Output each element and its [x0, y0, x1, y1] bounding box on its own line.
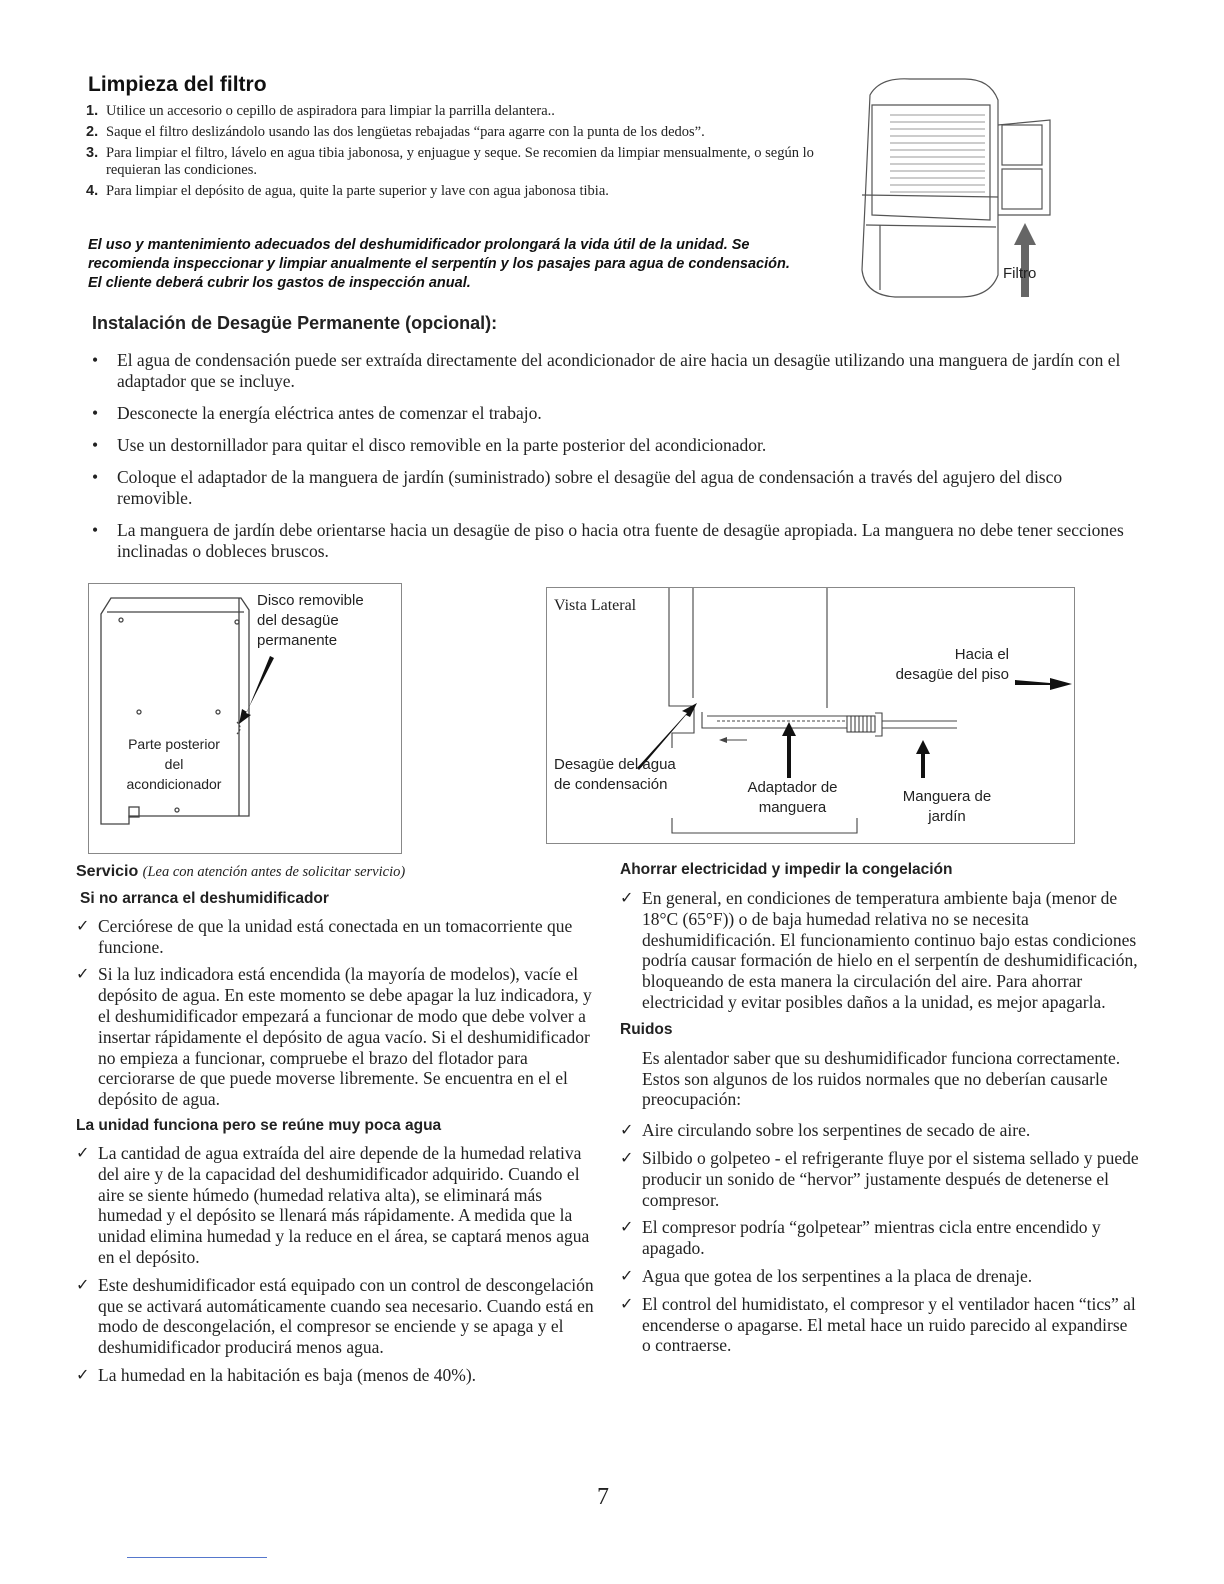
back-label — [115, 734, 233, 794]
check-item-text: Aire circulando sobre los serpentines de secado de aire. — [642, 1120, 1031, 1141]
check-item-text: La humedad en la habitación es baja (menos de 40%). — [98, 1364, 477, 1385]
drain-bullet: • La manguera de jardín debe orientarse hacia un desagüe de piso o hacia otra fuente de desagüe apropiada. La manguera no debe tener secciones inclinadas o dobleces bruscos. — [92, 520, 1132, 562]
footer-rule — [127, 1557, 267, 1558]
check-item — [620, 1266, 1140, 1287]
back-label-line: Parte posterior — [128, 736, 220, 752]
service-column — [76, 860, 596, 1393]
adapter-line: manguera — [758, 799, 827, 816]
filter-label: Filtro — [1003, 265, 1037, 282]
hose-line: jardín — [928, 808, 966, 825]
right-column — [620, 860, 1140, 1363]
filter-step — [86, 183, 846, 200]
side-view-title: Vista Lateral — [554, 597, 637, 614]
check-item — [76, 1275, 596, 1358]
to-drain-line: Hacia el — [954, 646, 1009, 663]
check-icon: ✓ — [620, 1147, 634, 1167]
check-item — [76, 1143, 596, 1268]
note-line: El uso y mantenimiento adecuados del deshumidificador prolongará la vida útil de la unidad. Se — [88, 237, 750, 253]
back-panel-figure — [88, 583, 402, 854]
check-icon: ✓ — [620, 1217, 634, 1237]
garden-hose-label — [887, 787, 1007, 827]
check-icon: ✓ — [76, 964, 90, 984]
side-view-figure — [546, 587, 1075, 844]
check-item-text: Si la luz indicadora está encendida (la mayoría de modelos), vacíe el depósito de agua. En este momento se debe apagar la luz indicadora, y el deshumidificador empezará a funcionar de modo que debe volver a insertar rápidamente el depósito de agua vacío. Si el deshumidificador no empieza a funcionar, compruebe el brazo del flotador para cerciorarse de que puede moverse libremente. Se encuentra en el el depósito de agua. — [98, 964, 592, 1110]
drain-bullet: • Use un destornillador para quitar el disco removible en la parte posterior del acondicionador. — [92, 435, 1132, 456]
check-item-text: El compresor podría “golpetear” mientras cicla entre encendido y apagado. — [642, 1217, 1101, 1259]
noise-intro: Es alentador saber que su deshumidificador funciona correctamente. Estos son algunos de los ruidos normales que no deberían causarle preocupación: — [642, 1047, 1121, 1110]
check-item-text: Este deshumidificador está equipado con un control de descongelación que se activará automáticamente cuando sea necesario. Cuando está en modo de descongelación, el compresor se enciende y se apaga y el deshumidificador producirá menos agua. — [98, 1274, 594, 1358]
step-number: 2. — [86, 124, 99, 140]
check-icon: ✓ — [620, 1265, 634, 1285]
check-icon: ✓ — [76, 1142, 90, 1162]
drain-section-title: Instalación de Desagüe Permanente (opcional): — [92, 313, 498, 333]
no-start-title: Si no arranca el deshumidificador — [80, 889, 329, 907]
filter-section-title: Limpieza del filtro — [88, 73, 267, 96]
check-icon: ✓ — [76, 1364, 90, 1384]
disc-label-line: permanente — [257, 632, 338, 649]
step-text: Saque el filtro deslizándolo usando las dos lengüetas rebajadas “para agarre con la punta de los dedos”. — [106, 124, 705, 140]
check-icon: ✓ — [620, 888, 634, 907]
check-item — [620, 888, 1140, 1013]
step-text: Para limpiar el filtro, lávelo en agua tibia jabonosa, y enjuague y seque. Se recomien da limpiar mensualmente, o según lo requieran las condiciones. — [106, 145, 814, 178]
drain-bullet: • Desconecte la energía eléctrica antes de comenzar el trabajo. — [92, 403, 1132, 424]
back-label-line: del — [164, 756, 184, 772]
little-water-title: La unidad funciona pero se reúne muy poca agua — [76, 1116, 442, 1134]
drain-instructions-list — [92, 350, 1132, 573]
step-text: Utilice un accesorio o cepillo de aspiradora para limpiar la parrilla delantera.. — [106, 103, 555, 119]
check-icon: ✓ — [620, 1293, 634, 1313]
page-number: 7 — [597, 1484, 609, 1510]
service-title: Servicio — [76, 863, 139, 880]
filter-step — [86, 145, 846, 179]
service-subtitle: (Lea con atención antes de solicitar servicio) — [142, 864, 406, 880]
back-label-line: acondicionador — [126, 776, 222, 792]
step-number: 1. — [86, 103, 99, 119]
step-number: 3. — [86, 145, 99, 161]
condensate-line: Desagüe del agua — [554, 756, 676, 773]
check-item-text: Agua que gotea de los serpentines a la placa de drenaje. — [642, 1265, 1033, 1286]
noise-title: Ruidos — [620, 1020, 673, 1038]
disc-label-line: del desagüe — [257, 612, 339, 629]
check-item — [76, 964, 596, 1110]
disc-label — [257, 591, 364, 651]
hose-line: Manguera de — [902, 788, 992, 805]
check-item — [620, 1120, 1140, 1141]
disc-label-line: Disco removible — [257, 592, 364, 609]
note-line: El cliente deberá cubrir los gastos de inspección anual. — [88, 275, 471, 291]
filter-steps-list — [86, 103, 846, 204]
hose-adapter-label — [730, 778, 855, 818]
check-item — [76, 1365, 596, 1386]
maintenance-note — [88, 236, 828, 293]
step-number: 4. — [86, 183, 99, 199]
check-item-text: Cerciórese de que la unidad está conectada en un tomacorriente que funcione. — [98, 915, 573, 957]
condensate-drain-label — [554, 755, 676, 795]
filter-step — [86, 124, 846, 141]
note-line: recomienda inspeccionar y limpiar anualmente el serpentín y los pasajes para agua de condensación. — [88, 256, 790, 272]
check-icon: ✓ — [620, 1120, 634, 1140]
check-item-text: La cantidad de agua extraída del aire depende de la humedad relativa del aire y de la capacidad del deshumidificador adquirido. Cuando el aire se siente húmedo (humedad relativa alta), se eliminará más humedad y el depósito se llenará más rápidamente. A medida que la unidad elimina humedad y la reduce en el área, se captará menos agua en el depósito. — [98, 1142, 590, 1267]
check-item — [620, 1294, 1140, 1356]
check-icon: ✓ — [76, 915, 90, 935]
check-item — [76, 916, 596, 958]
check-item-text: En general, en condiciones de temperatura ambiente baja (menor de 18°C (65°F)) o de baja humedad relativa no se necesita deshumidificación. El funcionamiento continuo bajo estas condiciones podría causar formación de hielo en el serpentín de deshumidificación, bloqueando de esta manera la circulación del aire. Para ahorrar electricidad y evitar posibles daños a la unidad, es mejor apagarla. — [642, 888, 1138, 1012]
check-item-text: El control del humidistato, el compresor y el ventilador hacen “tics” al encenderse o apagarse. El metal hace un ruido parecido al expandirse o contraerse. — [642, 1293, 1136, 1356]
save-energy-title: Ahorrar electricidad y impedir la congelación — [620, 861, 953, 878]
check-item — [620, 1217, 1140, 1259]
step-text: Para limpiar el depósito de agua, quite la parte superior y lave con agua jabonosa tibia. — [106, 183, 609, 199]
check-item — [620, 1148, 1140, 1210]
check-item-text: Silbido o golpeteo - el refrigerante fluye por el sistema sellado y puede producir un sonido de “hervor” justamente después de detenerse el compresor. — [642, 1147, 1139, 1210]
drain-bullet: • Coloque el adaptador de la manguera de jardín (suministrado) sobre el desagüe del agua de condensación a través del agujero del disco removible. — [92, 467, 1132, 509]
condensate-line: de condensación — [554, 776, 668, 793]
adapter-line: Adaptador de — [747, 779, 838, 796]
service-header — [76, 860, 596, 883]
to-drain-line: desagüe del piso — [895, 666, 1009, 683]
to-drain-label — [867, 645, 1009, 685]
filter-step — [86, 103, 846, 120]
check-icon: ✓ — [76, 1274, 90, 1294]
drain-bullet: • El agua de condensación puede ser extraída directamente del acondicionador de aire hacia un desagüe utilizando una manguera de jardín con el adaptador que se incluye. — [92, 350, 1132, 392]
